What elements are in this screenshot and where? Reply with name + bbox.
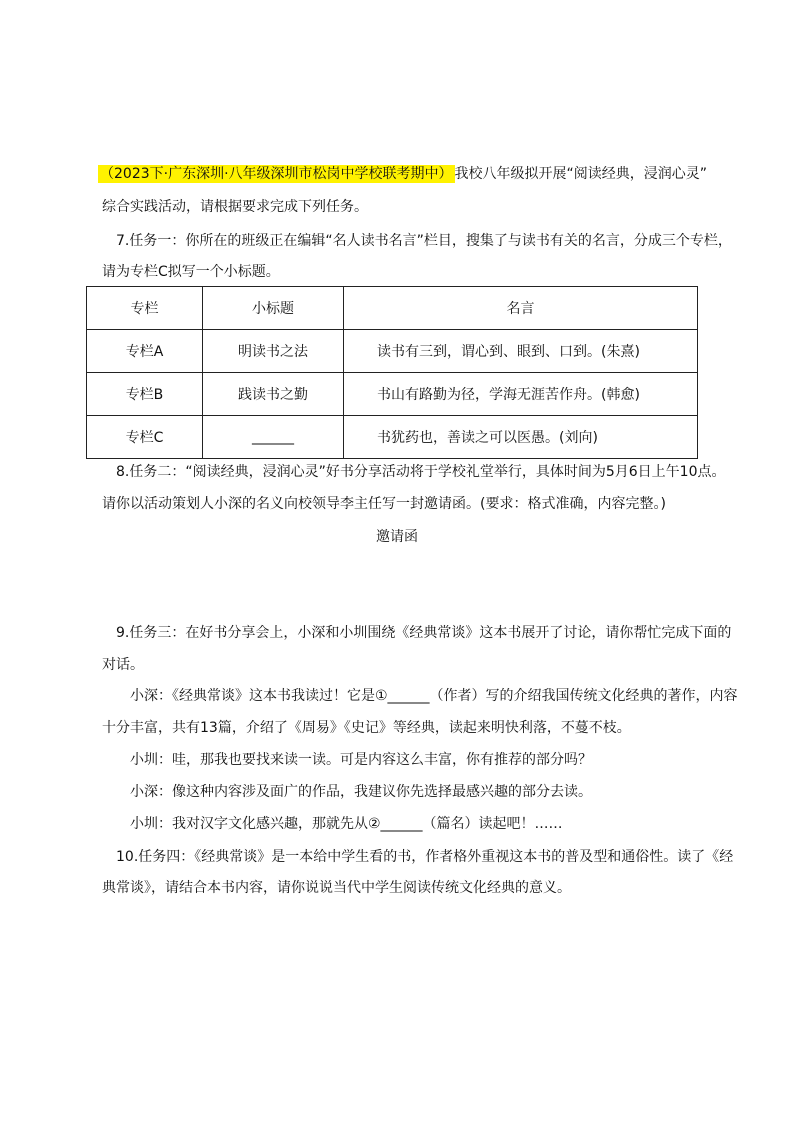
q9-line-1: 9.任务三：在好书分享会上，小深和小圳围绕《经典常谈》这本书展开了讨论，请你帮忙完成下面的 bbox=[116, 625, 732, 641]
blank-cell: ______ bbox=[203, 416, 344, 459]
table-header-cell: 名言 bbox=[344, 287, 698, 330]
q10-line-2: 典常谈》，请结合本书内容，请你说说当代中学生阅读传统文化经典的意义。 bbox=[102, 880, 571, 896]
table-header-cell: 小标题 bbox=[203, 287, 344, 330]
q10-line-1: 10.任务四：《经典常谈》是一本给中学生看的书，作者格外重视这本书的普及型和通俗性。读了《经 bbox=[116, 849, 734, 865]
intro-line-2: 综合实践活动，请根据要求完成下列任务。 bbox=[102, 199, 368, 215]
q7-line-2: 请为专栏C拟写一个小标题。 bbox=[102, 264, 280, 280]
q8-line-1: 8.任务二：“阅读经典，浸润心灵”好书分享活动将于学校礼堂举行，具体时间为5月6日上午10点。 bbox=[116, 464, 726, 480]
source-tag: （2023下·广东深圳·八年级深圳市松岗中学校联考期中） bbox=[100, 166, 453, 182]
intro-line-1 bbox=[98, 164, 707, 184]
table-cell: 践读书之勤 bbox=[203, 373, 344, 416]
table-cell: 专栏C bbox=[87, 416, 203, 459]
table-cell: 读书有三到，谓心到、眼到、口到。(朱熹) bbox=[344, 330, 698, 373]
dialogue-2: 小圳：哇，那我也要找来读一读。可是内容这么丰富，你有推荐的部分吗？ bbox=[130, 752, 592, 768]
table-cell: 书山有路勤为径，学海无涯苦作舟。(韩愈) bbox=[344, 373, 698, 416]
q7-line-1: 7.任务一：你所在的班级正在编辑“名人读书名言”栏目，搜集了与读书有关的名言，分成三个专栏， bbox=[116, 233, 732, 249]
dialogue-3: 小深：像这种内容涉及面广的作品，我建议你先选择最感兴趣的部分去读。 bbox=[130, 784, 592, 800]
intro-text: 我校八年级拟开展“阅读经典，浸润心灵” bbox=[454, 166, 708, 182]
q8-line-2: 请你以活动策划人小深的名义向校领导李主任写一封邀请函。(要求：格式准确，内容完整。) bbox=[102, 496, 666, 512]
dialogue-1-line-2: 十分丰富，共有13篇，介绍了《周易》《史记》等经典，读起来明快利落，不蔓不枝。 bbox=[102, 720, 631, 736]
table-cell: 专栏B bbox=[87, 373, 203, 416]
table-cell: 专栏A bbox=[87, 330, 203, 373]
table-header-cell: 专栏 bbox=[87, 287, 203, 330]
table-header-row bbox=[87, 287, 698, 330]
table-row bbox=[87, 373, 698, 416]
table-row bbox=[87, 330, 698, 373]
table-cell: 书犹药也，善读之可以医愚。(刘向) bbox=[344, 416, 698, 459]
table-row bbox=[87, 416, 698, 459]
quotes-table bbox=[86, 286, 698, 459]
q9-line-2: 对话。 bbox=[102, 657, 144, 673]
dialogue-4: 小圳：我对汉字文化感兴趣，那就先从②______（篇名）读起吧！…… bbox=[130, 816, 563, 832]
table-cell: 明读书之法 bbox=[203, 330, 344, 373]
dialogue-1-line-1: 小深：《经典常谈》这本书我读过！它是①______（作者）写的介绍我国传统文化经典的著作，内容 bbox=[130, 688, 738, 704]
letter-title: 邀请函 bbox=[376, 529, 418, 545]
